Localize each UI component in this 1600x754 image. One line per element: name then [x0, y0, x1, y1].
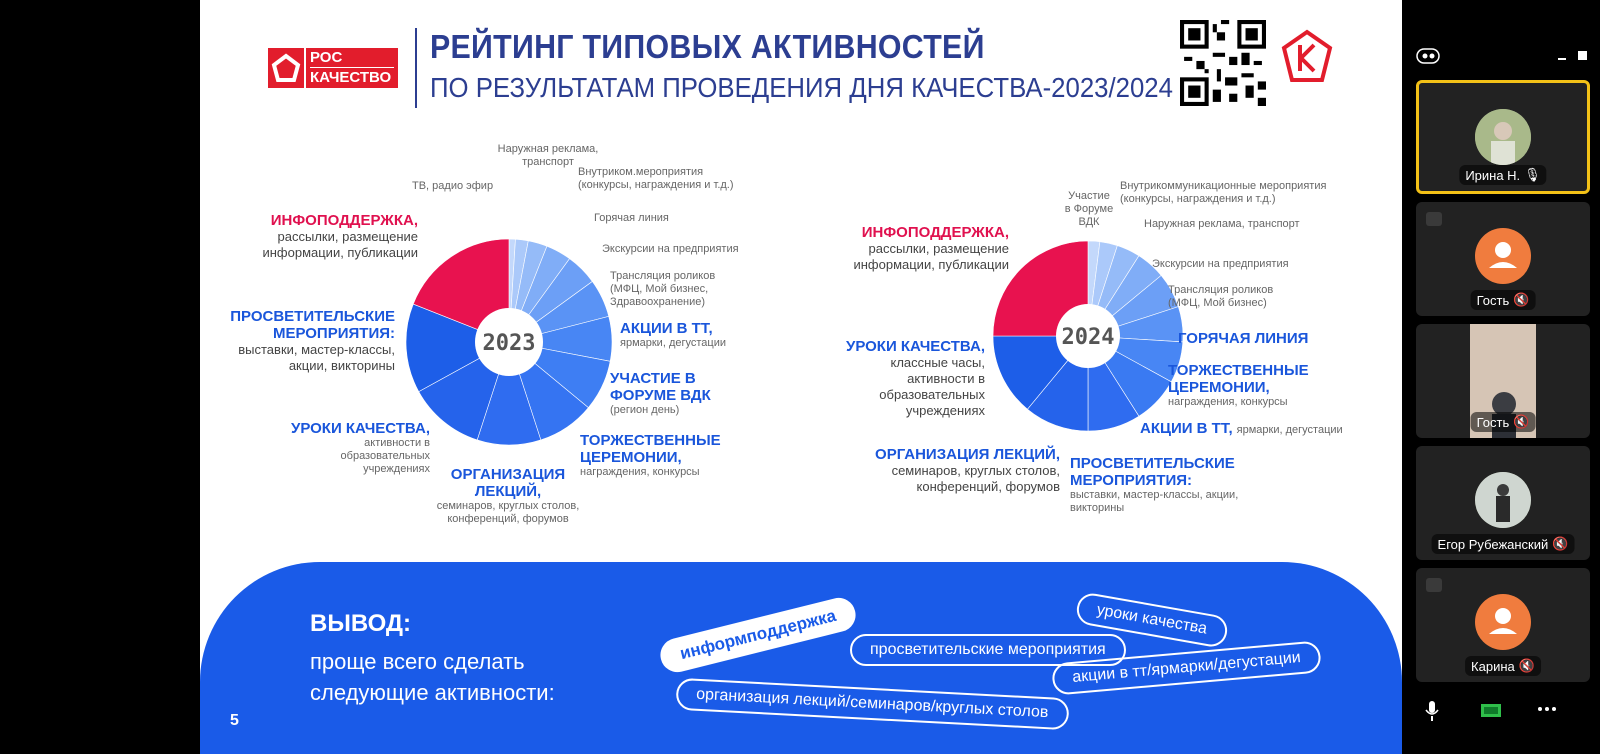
more-options-button[interactable] [1536, 698, 1558, 725]
logo-pentagon-icon [268, 48, 304, 88]
avatar [1475, 472, 1531, 528]
pill-infosupport: информподдержка [657, 594, 859, 675]
label-2024-ceremonies-desc: награждения, конкурсы [1168, 396, 1288, 408]
label-2024-lectures: ОРГАНИЗАЦИЯ ЛЕКЦИЙ, [875, 446, 1060, 463]
microphone-button[interactable] [1424, 700, 1440, 727]
qr-code-icon [1180, 16, 1266, 110]
screen-share-button[interactable] [1480, 702, 1502, 725]
label-2023-education: ПРОСВЕТИТЕЛЬСКИЕ МЕРОПРИЯТИЯ: [230, 308, 395, 342]
participant-name: Карина [1471, 658, 1515, 674]
label-2023-forum-desc: (регион день) [610, 404, 680, 416]
signal-icon [1426, 212, 1442, 226]
label-2023-lectures: ОРГАНИЗАЦИЯ ЛЕКЦИЙ, [450, 466, 566, 500]
label-2024-stores: АКЦИИ В ТТ, [1140, 420, 1233, 437]
pill-education: просветительские мероприятия [850, 634, 1126, 666]
label-2023-tv: ТВ, радио эфир [412, 180, 494, 192]
participant-name: Егор Рубежанский [1437, 536, 1549, 552]
label-2024-infosupport-desc: рассылки, размещение информации, публикации [853, 241, 1009, 272]
participants-sidebar [1402, 38, 1600, 754]
label-2023-outdoor: Наружная реклама, [497, 143, 599, 155]
slide-subtitle: ПО РЕЗУЛЬТАТАМ ПРОВЕДЕНИЯ ДНЯ КАЧЕСТВА-2023/2024 [430, 72, 1173, 103]
conclusion-line-1: проще всего сделать [310, 649, 525, 674]
label-2024-lessons-desc: классные часы, активности в образовательных учреждениях [879, 355, 985, 418]
label-2023-hotline: Горячая линия [594, 212, 669, 224]
layout-icon[interactable] [1416, 48, 1440, 69]
page-number: 5 [230, 712, 239, 729]
label-2024-stores-desc: ярмарки, дегустации [1236, 424, 1343, 436]
pill-stores: акции в тт/ярмарки/дегустации [1051, 640, 1322, 695]
label-2023-internal-desc: (конкурсы, награждения и т.д.) [578, 179, 734, 191]
label-2023-infosupport-desc: рассылки, размещение информации, публикации [262, 229, 418, 260]
k-brand-logo-icon [1280, 28, 1334, 86]
label-2023-stores: АКЦИИ В ТТ, [620, 320, 713, 337]
label-2024-outdoor: Наружная реклама, транспорт [1144, 218, 1300, 230]
minimize-icon[interactable] [1556, 46, 1570, 67]
participant-name: Гость [1476, 292, 1510, 308]
avatar [1475, 228, 1531, 284]
label-2024-internal: Внутрикоммуникационные мероприятия [1120, 180, 1327, 192]
label-2024-forum: Участие в Форуме ВДК [1064, 190, 1114, 228]
avatar [1475, 109, 1531, 165]
avatar [1475, 594, 1531, 650]
mic-off-icon: 🔇 [1513, 292, 1530, 307]
conclusion-line-2: следующие активности: [310, 680, 555, 705]
participant-tile[interactable] [1416, 568, 1590, 682]
restore-icon[interactable] [1576, 46, 1590, 67]
participant-name: Гость [1476, 414, 1510, 430]
pie-chart-2023 [406, 230, 612, 450]
label-2024-internal-desc: (конкурсы, награждения и т.д.) [1120, 193, 1276, 205]
mic-off-icon: 🔇 [1518, 658, 1535, 673]
label-2023-infosupport: ИНФОПОДДЕРЖКА, [270, 212, 418, 229]
slide-title: РЕЙТИНГ ТИПОВЫХ АКТИВНОСТЕЙ [430, 28, 985, 65]
header-divider [415, 28, 417, 108]
label-2023-ceremonies: ТОРЖЕСТВЕННЫЕ ЦЕРЕМОНИИ, [580, 432, 721, 466]
label-2023-stores-desc: ярмарки, дегустации [620, 337, 726, 349]
participant-name: Ирина Н. [1465, 167, 1521, 183]
label-2024-education: ПРОСВЕТИТЕЛЬСКИЕ МЕРОПРИЯТИЯ: [1070, 455, 1235, 489]
presentation-slide [200, 0, 1402, 754]
label-2023-tours: Экскурсии на предприятия [602, 243, 739, 255]
label-2024-lectures-desc: семинаров, круглых столов, конференций, форумов [891, 463, 1060, 494]
label-2023-lessons-desc: активности в образовательных учреждениях [340, 437, 430, 475]
logo-text-2: КАЧЕСТВО [310, 67, 394, 85]
pill-lectures: организация лекций/семинаров/круглых столов [675, 678, 1069, 730]
participant-tile[interactable] [1416, 446, 1590, 560]
pill-lessons: уроки качества [1074, 591, 1229, 649]
label-2024-infosupport: ИНФОПОДДЕРЖКА, [861, 224, 1009, 241]
label-2024-lessons: УРОКИ КАЧЕСТВА, [845, 338, 985, 355]
label-2024-ceremonies: ТОРЖЕСТВЕННЫЕ ЦЕРЕМОНИИ, [1168, 362, 1309, 396]
participant-tile[interactable] [1416, 202, 1590, 316]
label-2023-forum: УЧАСТИЕ В ФОРУМЕ ВДК [610, 370, 711, 404]
mic-off-icon: 🔇 [1513, 414, 1530, 429]
participant-tile[interactable] [1416, 324, 1590, 438]
signal-icon [1426, 578, 1442, 592]
pie-year-label: 2024 [1061, 325, 1115, 350]
mic-off-icon: 🔇 [1552, 536, 1569, 551]
label-2023-education-desc: выставки, мастер-классы, акции, викторины [238, 342, 395, 373]
label-2023-lessons: УРОКИ КАЧЕСТВА, [290, 420, 430, 437]
mic-on-icon: 🎙 [1524, 167, 1541, 182]
logo-text-1: РОС [310, 49, 343, 66]
label-2024-videos: Трансляция роликов [1168, 284, 1274, 296]
label-2024-videos-desc: (МФЦ, Мой бизнес) [1168, 297, 1267, 309]
label-2024-tours: Экскурсии на предприятия [1152, 258, 1289, 270]
label-2024-hotline: ГОРЯЧАЯ ЛИНИЯ [1178, 330, 1309, 347]
label-2023-videos-desc: (МФЦ, Мой бизнес, Здравоохранение) [610, 283, 709, 308]
label-2024-education-desc: выставки, мастер-классы, акции, викторины [1070, 489, 1239, 514]
label-2023-videos: Трансляция роликов [610, 270, 716, 282]
pie-year-label: 2023 [482, 331, 536, 356]
participant-tile[interactable] [1416, 80, 1590, 194]
conclusion-title: ВЫВОД: [310, 610, 412, 637]
label-2023-outdoor-desc: транспорт [522, 156, 574, 168]
label-2023-lectures-desc: семинаров, круглых столов, конференций, форумов [436, 500, 580, 525]
roskachestvo-logo [268, 48, 398, 88]
label-2023-ceremonies-desc: награждения, конкурсы [580, 466, 700, 478]
label-2023-internal: Внутриком.мероприятия [578, 166, 704, 178]
